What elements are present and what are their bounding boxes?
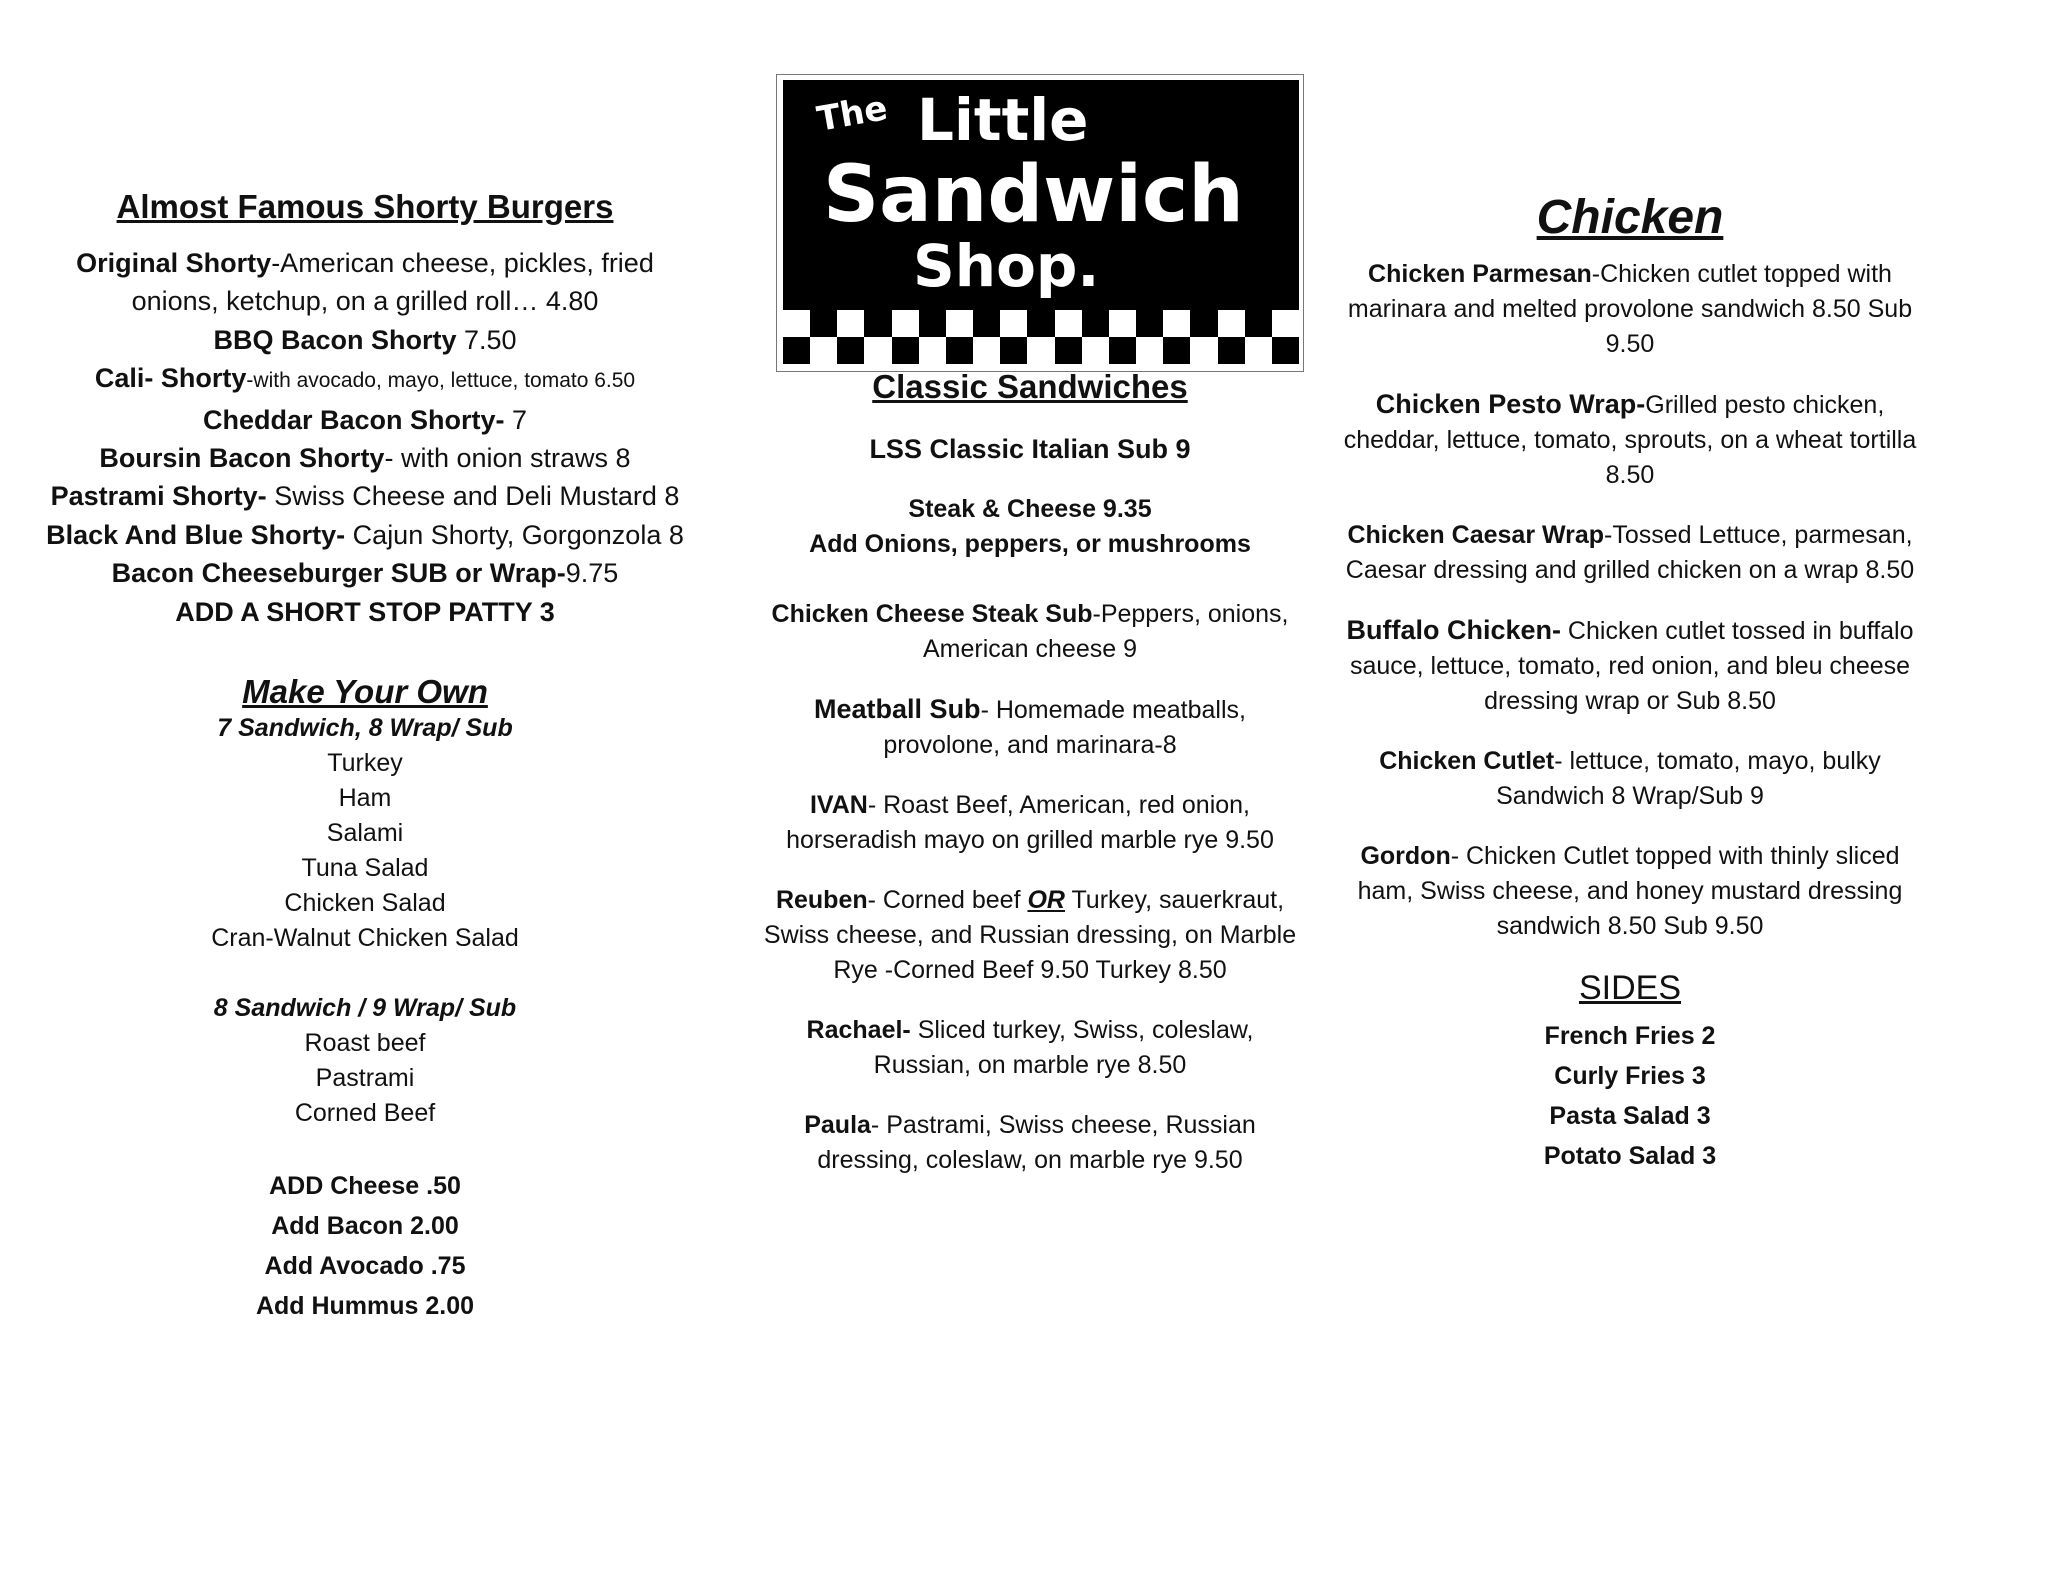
right-column bbox=[1340, 190, 1920, 1176]
menu-item bbox=[1340, 518, 1920, 588]
item-desc: - with onion straws 8 bbox=[384, 443, 631, 474]
item-desc: - Chicken Cutlet topped with thinly sliced ham, Swiss cheese, and honey mustard dressing sandwich 8.50 Sub 9.50 bbox=[1357, 842, 1903, 940]
item-desc: Swiss Cheese and Deli Mustard 8 bbox=[266, 481, 680, 512]
addon-item: Add Avocado .75 bbox=[264, 1252, 466, 1281]
logo-little: Little bbox=[917, 86, 1089, 154]
checkerboard-pattern bbox=[783, 310, 1299, 364]
item-desc: - Corned beef bbox=[867, 886, 1028, 914]
list-item: Turkey bbox=[327, 749, 403, 778]
menu-item-steak bbox=[760, 492, 1300, 562]
item-desc: -with avocado, mayo, lettuce, tomato 6.50 bbox=[246, 369, 636, 393]
item-name: BBQ Bacon Shorty bbox=[213, 324, 457, 355]
item-desc: - lettuce, tomato, mayo, bulky Sandwich 8 Wrap/Sub 9 bbox=[1496, 747, 1881, 810]
addon-item: ADD Cheese .50 bbox=[269, 1172, 461, 1201]
logo-sandwich: Sandwich bbox=[823, 150, 1244, 240]
sides-heading: SIDES bbox=[1578, 969, 1682, 1007]
list-item: Ham bbox=[338, 784, 392, 813]
list-item: Roast beef bbox=[304, 1029, 426, 1058]
list-item: Tuna Salad bbox=[301, 854, 429, 883]
side-item: French Fries 2 bbox=[1544, 1022, 1716, 1050]
shorty-line bbox=[20, 359, 710, 400]
item-name: Rachael- bbox=[806, 1016, 911, 1044]
shorty-line bbox=[20, 516, 710, 554]
shorty-line bbox=[20, 401, 710, 439]
item-note: Add Onions, peppers, or mushrooms bbox=[809, 530, 1251, 558]
addon-list bbox=[20, 1166, 710, 1326]
side-item: Curly Fries 3 bbox=[1554, 1062, 1706, 1090]
side-item: Potato Salad 3 bbox=[1543, 1142, 1717, 1170]
classic-heading: Classic Sandwiches bbox=[872, 368, 1188, 405]
item-desc: -Tossed Lettuce, parmesan, Caesar dressing and grilled chicken on a wrap 8.50 bbox=[1345, 521, 1915, 584]
item-name: Steak & Cheese 9.35 bbox=[908, 495, 1152, 523]
item-desc: - Roast Beef, American, red onion, horseradish mayo on grilled marble rye 9.50 bbox=[786, 791, 1274, 854]
item-name: Pastrami Shorty- bbox=[50, 481, 267, 512]
shorty-line bbox=[20, 477, 710, 515]
list-item: Salami bbox=[326, 819, 404, 848]
list-item: Pastrami bbox=[315, 1064, 415, 1093]
item-desc: Sliced turkey, Swiss, coleslaw, Russian, on marble rye 8.50 bbox=[873, 1016, 1254, 1079]
menu-item bbox=[1340, 744, 1920, 814]
chicken-heading: Chicken bbox=[1536, 191, 1724, 244]
menu-item-meatball bbox=[760, 692, 1300, 763]
list-item: Cran-Walnut Chicken Salad bbox=[211, 924, 519, 953]
shorty-line bbox=[20, 282, 710, 320]
middle-column bbox=[760, 368, 1300, 1203]
item-desc: Grilled pesto chicken, cheddar, lettuce, tomato, sprouts, on a wheat tortilla 8.50 bbox=[1343, 391, 1917, 489]
logo-the: The bbox=[814, 88, 891, 140]
item-name: Chicken Pesto Wrap- bbox=[1375, 389, 1646, 419]
item-name: Original Shorty bbox=[76, 248, 272, 278]
side-item: Pasta Salad 3 bbox=[1549, 1102, 1711, 1130]
item-name: Paula bbox=[804, 1111, 871, 1139]
item-name: Bacon Cheeseburger SUB or Wrap- bbox=[111, 558, 566, 589]
menu-item bbox=[1340, 387, 1920, 493]
shop-logo bbox=[783, 80, 1299, 364]
shorty-list bbox=[20, 244, 710, 631]
left-column bbox=[20, 188, 710, 1326]
item-name: Reuben bbox=[775, 886, 868, 914]
addon-item: Add Hummus 2.00 bbox=[255, 1292, 475, 1321]
item-name: Cali- Shorty bbox=[94, 363, 247, 394]
item-desc-continued: Turkey, sauerkraut, Swiss cheese, and Russian dressing, on Marble Rye -Corned Beef 9.50 Turkey 8.50 bbox=[763, 886, 1297, 984]
item-desc: -Chicken cutlet topped with marinara and melted provolone sandwich 8.50 Sub 9.50 bbox=[1347, 260, 1913, 358]
menu-item bbox=[1340, 613, 1920, 719]
item-name: Gordon bbox=[1360, 842, 1451, 870]
item-desc: Cajun Shorty, Gorgonzola 8 bbox=[345, 519, 684, 550]
item-desc: 7 bbox=[504, 404, 528, 435]
sides-list bbox=[1340, 1016, 1920, 1176]
item-desc: 9.75 bbox=[565, 558, 619, 589]
item-desc: - Homemade meatballs, provolone, and marinara-8 bbox=[883, 696, 1246, 759]
chicken-list bbox=[1340, 257, 1920, 944]
item-desc: onions, ketchup, on a grilled roll… 4.80 bbox=[131, 286, 599, 317]
item-name: IVAN bbox=[809, 791, 868, 819]
shorty-heading: Almost Famous Shorty Burgers bbox=[116, 188, 614, 225]
menu-item bbox=[1340, 839, 1920, 944]
item-desc: 7.50 bbox=[456, 324, 517, 355]
shorty-line bbox=[20, 593, 710, 631]
item-name: Buffalo Chicken- bbox=[1346, 615, 1561, 645]
item-desc: - Pastrami, Swiss cheese, Russian dressing, coleslaw, on marble rye 9.50 bbox=[817, 1111, 1256, 1174]
shorty-line bbox=[20, 321, 710, 359]
item-desc: -Peppers, onions, American cheese 9 bbox=[922, 600, 1289, 663]
item-name: Cheddar Bacon Shorty- bbox=[202, 404, 505, 435]
item-name: ADD A SHORT STOP PATTY 3 bbox=[175, 596, 555, 627]
menu-item-rachael bbox=[760, 1013, 1300, 1083]
menu-item-ivan bbox=[760, 788, 1300, 858]
logo-shop: Shop. bbox=[913, 232, 1100, 300]
group2-list bbox=[20, 1026, 710, 1131]
menu-item-chicken-cheese-steak bbox=[760, 597, 1300, 667]
item-desc: Chicken cutlet tossed in buffalo sauce, lettuce, tomato, red onion, and bleu cheese dressing wrap or Sub 8.50 bbox=[1349, 617, 1914, 715]
shorty-line bbox=[20, 244, 710, 282]
group1-list bbox=[20, 746, 710, 956]
item-name: Meatball Sub bbox=[814, 694, 981, 724]
or-emphasis: OR bbox=[1027, 886, 1065, 914]
make-your-own-heading: Make Your Own bbox=[242, 673, 488, 711]
item-desc: -American cheese, pickles, fried bbox=[271, 248, 654, 278]
shorty-line bbox=[20, 439, 710, 477]
group1-title: 7 Sandwich, 8 Wrap/ Sub bbox=[217, 714, 513, 743]
addon-item: Add Bacon 2.00 bbox=[271, 1212, 459, 1241]
item-name: Chicken Cheese Steak Sub bbox=[771, 600, 1093, 628]
item-name: Black And Blue Shorty- bbox=[46, 519, 346, 550]
menu-item bbox=[1340, 257, 1920, 362]
menu-item-paula bbox=[760, 1108, 1300, 1178]
list-item: Chicken Salad bbox=[284, 889, 446, 918]
list-item: Corned Beef bbox=[294, 1099, 436, 1128]
menu-item-italian bbox=[760, 432, 1300, 467]
item-name: LSS Classic Italian Sub 9 bbox=[869, 434, 1191, 464]
item-name: Chicken Cutlet bbox=[1379, 747, 1555, 775]
group2-title: 8 Sandwich / 9 Wrap/ Sub bbox=[213, 994, 517, 1023]
item-name: Chicken Caesar Wrap bbox=[1347, 521, 1605, 549]
shorty-line bbox=[20, 554, 710, 592]
menu-item-reuben bbox=[760, 883, 1300, 988]
item-name: Boursin Bacon Shorty bbox=[99, 443, 385, 474]
item-name: Chicken Parmesan bbox=[1368, 260, 1592, 288]
